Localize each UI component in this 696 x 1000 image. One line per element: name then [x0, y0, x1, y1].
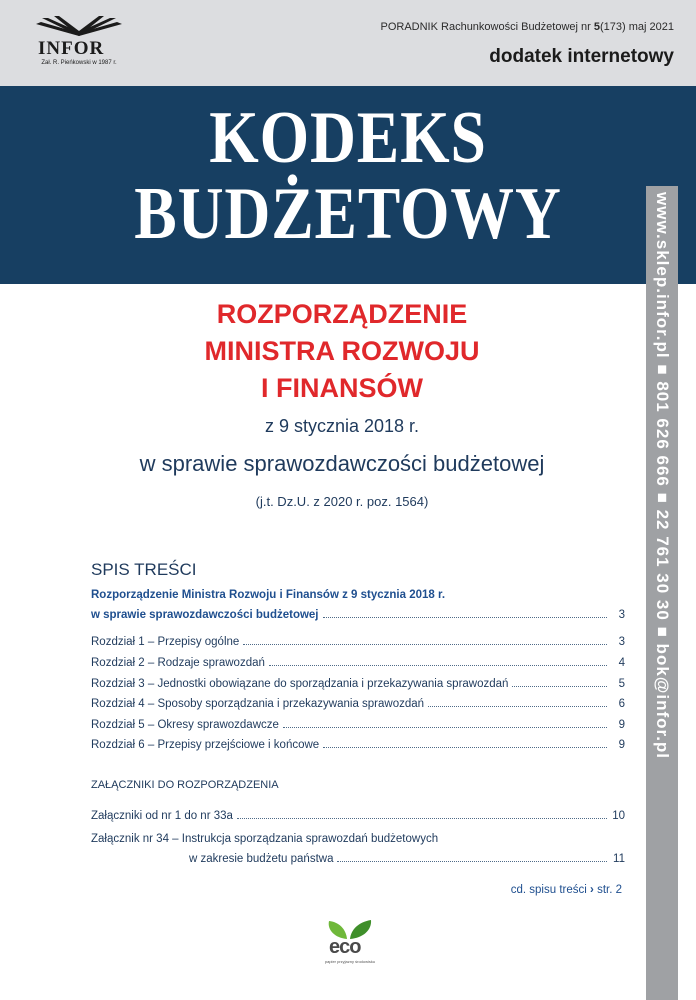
- eco-logo: [321, 918, 379, 976]
- toc-chapter-label: Rozdział 5 – Okresy sprawozdawcze: [91, 719, 279, 731]
- eco-wordmark: eco: [329, 936, 361, 958]
- regulation-title-line-3: I FINANSÓW: [261, 373, 423, 403]
- toc-chapter-4[interactable]: [91, 694, 625, 710]
- toc-chapter-2[interactable]: [91, 653, 625, 669]
- issue-prefix: PORADNIK Rachunkowości Budżetowej nr: [380, 21, 594, 33]
- logo-wordmark: INFOR: [38, 38, 105, 59]
- logo-subtext: Zał. R. Pieńkowski w 1987 r.: [41, 60, 117, 66]
- continued-text: cd. spisu treści: [510, 884, 587, 896]
- toc-annex-1-33a[interactable]: [91, 806, 625, 822]
- toc-heading: SPIS TREŚCI: [91, 560, 197, 579]
- toc-page-number: 10: [612, 810, 625, 822]
- infor-wings-icon: [32, 14, 126, 38]
- toc-annex-label: Załączniki od nr 1 do nr 33a: [91, 810, 233, 822]
- toc-page-number: 3: [618, 636, 625, 648]
- issue-info: [381, 21, 675, 33]
- issue-number: 5: [593, 21, 600, 33]
- dot-leader: [428, 706, 607, 707]
- toc-first-entry-line-2: w sprawie sprawozdawczości budżetowej: [91, 609, 319, 621]
- issue-suffix: (173) maj 2021: [600, 21, 674, 33]
- toc-page-number: 9: [618, 719, 625, 731]
- toc-annex-34-line-2: w zakresie budżetu państwa: [189, 853, 334, 865]
- toc-chapter-5[interactable]: [91, 715, 625, 731]
- dot-leader: [512, 686, 607, 687]
- regulation-subject: w sprawie sprawozdawczości budżetowej: [139, 451, 545, 476]
- regulation-title: [120, 296, 564, 407]
- publication-title: [0, 97, 696, 255]
- contact-text: www.sklep.infor.pl ■ 801 626 666 ■ 22 761 30 30 ■ bok@infor.pl: [653, 192, 672, 760]
- toc-first-entry-line-1: Rozporządzenie Ministra Rozwoju i Finansów z 9 stycznia 2018 r.: [91, 589, 446, 601]
- toc-continued-link[interactable]: [511, 884, 622, 896]
- dot-leader: [323, 747, 607, 748]
- toc-chapter-label: Rozdział 6 – Przepisy przejściowe i końcowe: [91, 739, 320, 751]
- continued-page: str. 2: [597, 884, 622, 896]
- dot-leader: [337, 861, 607, 862]
- dot-leader: [243, 644, 607, 645]
- regulation-title-line-1: ROZPORZĄDZENIE: [216, 299, 468, 329]
- eco-caption: papier przyjazny środowisku: [324, 959, 376, 964]
- toc-annex-34-line-1: Załącznik nr 34 – Instrukcja sporządzania sprawozdań budżetowych: [91, 833, 439, 845]
- infor-logo: [32, 14, 126, 74]
- title-line-1: KODEKS: [209, 97, 487, 179]
- toc-chapter-label: Rozdział 1 – Przepisy ogólne: [91, 636, 240, 648]
- toc-page-number: 5: [618, 678, 625, 690]
- dot-leader: [283, 727, 607, 728]
- chevron-right-icon: ›: [590, 884, 594, 896]
- annex-heading: ZAŁĄCZNIKI DO ROZPORZĄDZENIA: [91, 779, 279, 791]
- supplement-label: dodatek internetowy: [489, 46, 674, 67]
- toc-chapter-label: Rozdział 4 – Sposoby sporządzania i przekazywania sprawozdań: [91, 698, 425, 710]
- regulation-title-line-2: MINISTRA ROZWOJU: [204, 336, 480, 366]
- toc-chapter-label: Rozdział 3 – Jednostki obowiązane do sporządzania i przekazywania sprawozdań: [91, 678, 509, 690]
- toc-page-number: 6: [618, 698, 625, 710]
- toc-chapter-label: Rozdział 2 – Rodzaje sprawozdań: [91, 657, 265, 669]
- toc-first-entry[interactable]: [91, 605, 625, 621]
- toc-chapter-1[interactable]: [91, 632, 625, 648]
- dot-leader: [323, 617, 607, 618]
- toc-chapter-3[interactable]: [91, 674, 625, 690]
- toc-page-number: 9: [618, 739, 625, 751]
- toc-annex-34[interactable]: [189, 849, 625, 865]
- toc-page-number: 3: [618, 609, 625, 621]
- dot-leader: [237, 818, 607, 819]
- title-line-2: BUDŻETOWY: [134, 173, 562, 255]
- regulation-reference: (j.t. Dz.U. z 2020 r. poz. 1564): [255, 494, 429, 509]
- header-bar: [0, 0, 696, 86]
- dot-leader: [269, 665, 607, 666]
- toc-page-number: 4: [618, 657, 625, 669]
- title-band: [0, 86, 696, 284]
- regulation-date: z 9 stycznia 2018 r.: [264, 416, 420, 436]
- toc-chapter-6[interactable]: [91, 735, 625, 751]
- toc-page-number: 11: [613, 853, 625, 865]
